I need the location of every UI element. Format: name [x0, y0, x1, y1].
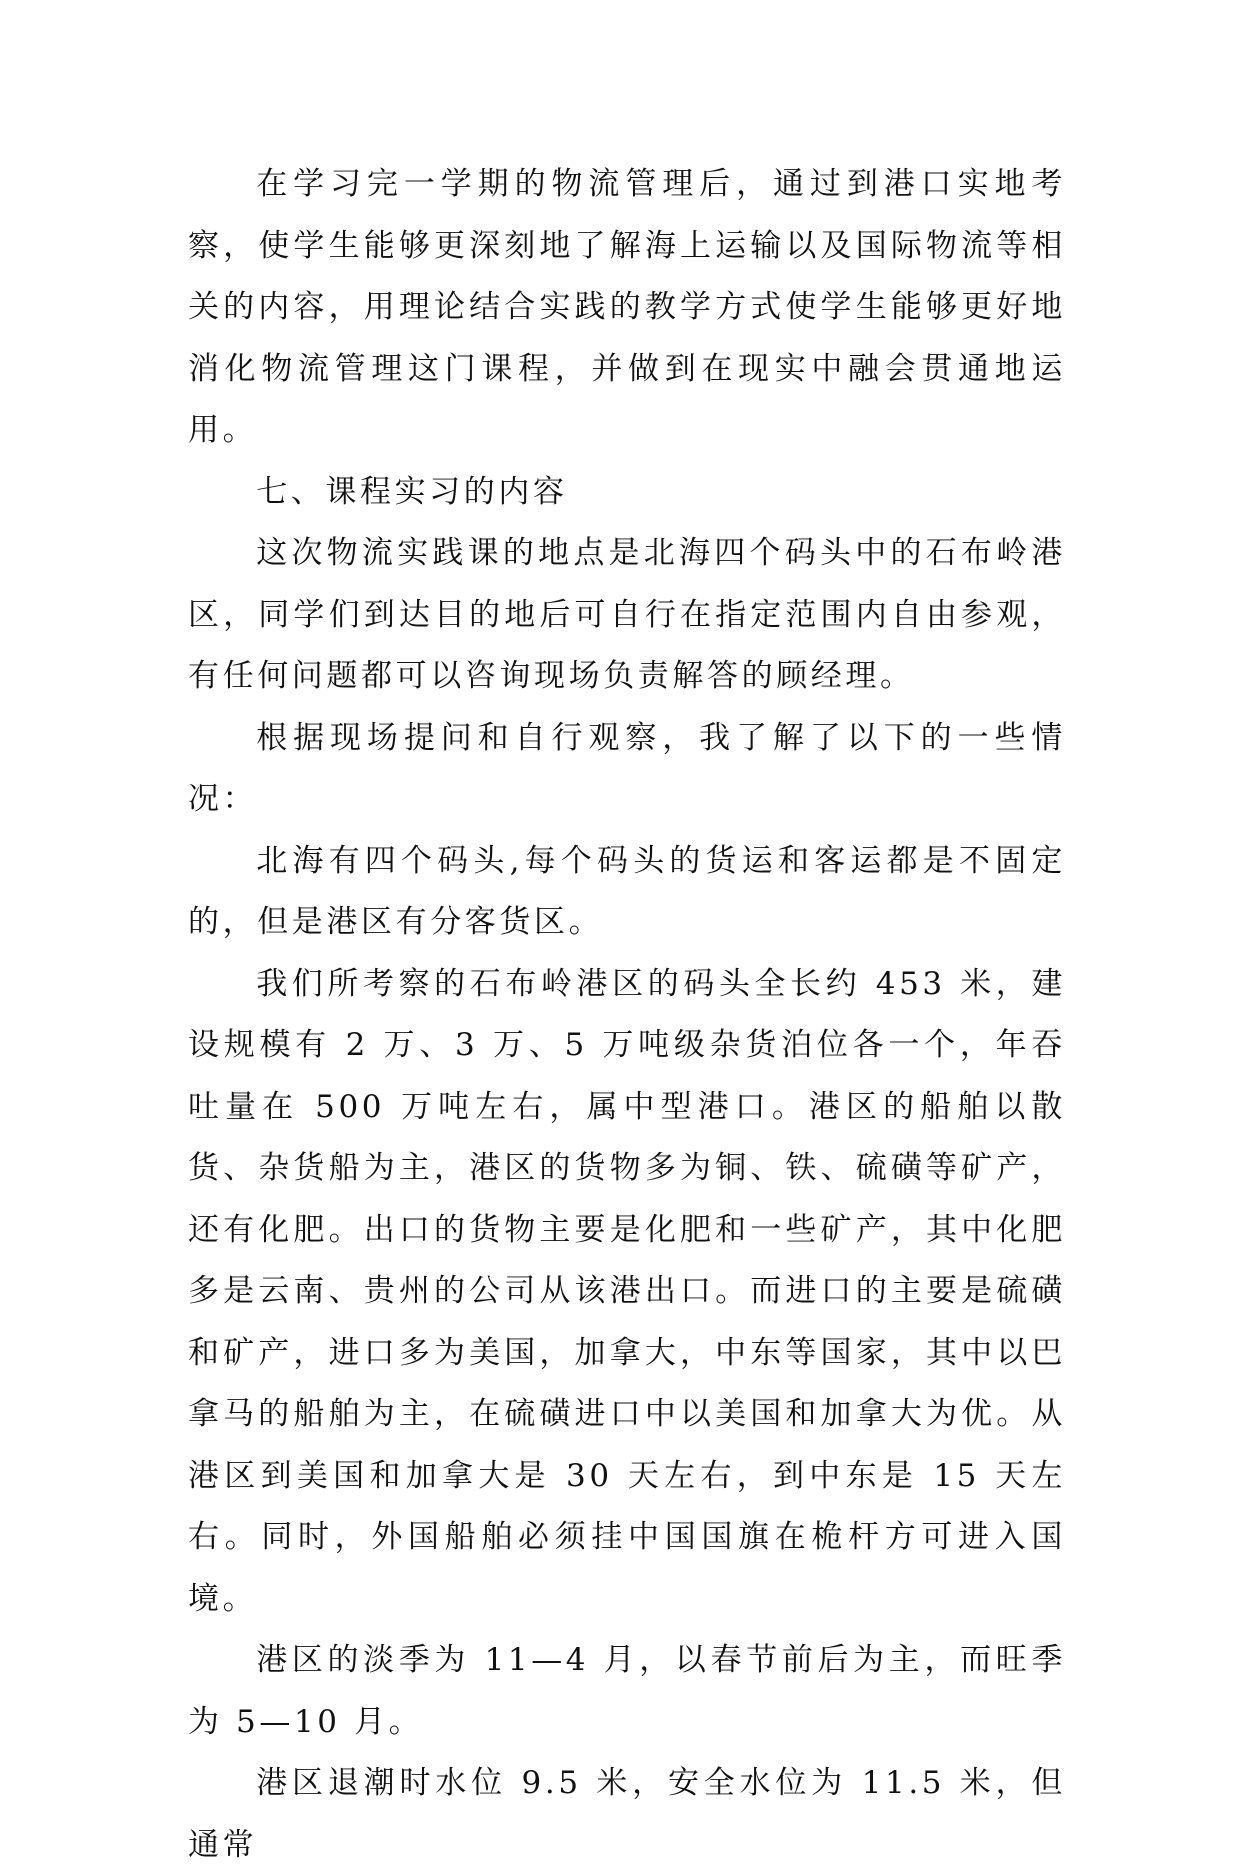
document-body — [188, 154, 1066, 1876]
paragraph-seasons: 港区的淡季为 11—4 月，以春节前后为主，而旺季为 5—10 月。 — [188, 1642, 1066, 1740]
paragraph-observation-intro: 根据现场提问和自行观察，我了解了以下的一些情况： — [188, 719, 1066, 817]
section-heading: 七、课程实习的内容 — [256, 473, 568, 510]
paragraph-location: 这次物流实践课的地点是北海四个码头中的石布岭港区，同学们到达目的地后可自行在指定范围内自由参观，有任何问题都可以咨询现场负责解答的顾经理。 — [188, 535, 1066, 694]
paragraph-docks: 北海有四个码头,每个码头的货运和客运都是不固定的，但是港区有分客货区。 — [188, 842, 1066, 940]
paragraph-purpose: 在学习完一学期的物流管理后，通过到港口实地考察，使学生能够更深刻地了解海上运输以及国际物流等相关的内容，用理论结合实践的教学方式使学生能够更好地消化物流管理这门课程，并做到在现实中融会贯通地运用。 — [188, 166, 1066, 448]
paragraph-water-level: 港区退潮时水位 9.5 米，安全水位为 11.5 米，但通常 — [188, 1765, 1066, 1863]
paragraph-port-details: 我们所考察的石布岭港区的码头全长约 453 米，建设规模有 2 万、3 万、5 万吨级杂货泊位各一个，年吞吐量在 500 万吨左右，属中型港口。港区的船舶以散货、杂货船为主，港区的货物多为铜、铁、硫磺等矿产，还有化肥。出口的货物主要是化肥和一些矿产，其中化肥多是云南、贵州的公司从该港出口。而进口的主要是硫磺和矿产，进口多为美国，加拿大，中东等国家，其中以巴拿马的船舶为主，在硫磺进口中以美国和加拿大为优。从港区到美国和加拿大是 30 天左右，到中东是 15 天左右。同时，外国船舶必须挂中国国旗在桅杆方可进入国境。 — [188, 965, 1067, 1617]
